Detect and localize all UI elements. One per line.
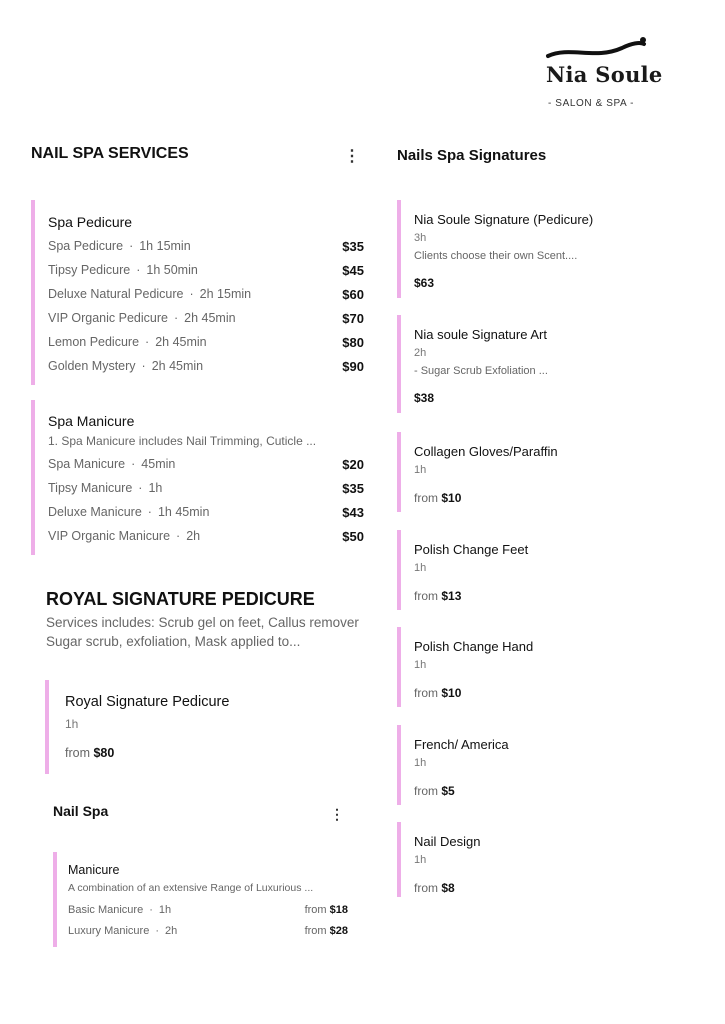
price-value: $28 (329, 925, 348, 937)
service-name: Deluxe Natural Pedicure (48, 287, 184, 301)
price-value: $10 (441, 491, 462, 505)
signature-card[interactable] (397, 432, 687, 512)
service-name: VIP Organic Manicure (48, 529, 171, 543)
more-options-icon[interactable]: ⋮ (344, 148, 360, 165)
service-duration: 2h 45min (184, 311, 236, 325)
signature-card[interactable] (397, 530, 687, 610)
signature-card-duration: 1h (414, 464, 427, 476)
from-label: from (65, 746, 90, 760)
signature-card-duration: 1h (414, 659, 427, 671)
service-row[interactable] (48, 311, 236, 325)
service-price (268, 904, 348, 916)
service-duration: 2h 45min (155, 335, 207, 349)
service-duration: 2h (186, 529, 201, 543)
manicure-title: Manicure (68, 863, 120, 877)
service-row[interactable] (48, 239, 191, 253)
from-label: from (304, 904, 327, 916)
separator-dot: · (155, 925, 159, 937)
signature-card-price (414, 784, 455, 798)
signature-card-duration: 1h (414, 562, 427, 574)
from-label: from (414, 881, 438, 895)
service-row[interactable] (48, 263, 198, 277)
from-label: from (304, 925, 327, 937)
price-value: $38 (414, 391, 435, 405)
service-price: $35 (342, 481, 364, 496)
service-price: $20 (342, 457, 364, 472)
signature-card[interactable] (397, 725, 687, 805)
logo-swoosh-icon (540, 34, 650, 64)
price-value: $80 (93, 746, 115, 760)
service-duration: 1h 50min (146, 263, 198, 277)
price-value: $10 (441, 686, 462, 700)
brand-name: Nia Soule (546, 62, 663, 87)
service-duration: 1h (158, 904, 172, 916)
service-name: Golden Mystery (48, 359, 136, 373)
signature-card-title: Nia soule Signature Art (414, 327, 547, 342)
service-duration: 45min (141, 457, 176, 471)
brand-logo (540, 34, 663, 109)
from-label: from (414, 491, 438, 505)
service-price: $80 (342, 335, 364, 350)
nails-spa-signatures-title: Nails Spa Signatures (397, 147, 547, 164)
signature-card-price (414, 391, 434, 405)
signature-card-title: Collagen Gloves/Paraffin (414, 444, 558, 459)
separator-dot: · (147, 505, 152, 519)
service-duration: 1h 15min (139, 239, 191, 253)
service-row[interactable] (48, 481, 162, 495)
separator-dot: · (138, 481, 143, 495)
service-row[interactable] (48, 457, 175, 471)
signature-card[interactable] (397, 200, 687, 298)
royal-signature-card[interactable] (45, 680, 345, 774)
service-price: $90 (342, 359, 364, 374)
signature-card-title: Polish Change Hand (414, 639, 534, 654)
signature-card-duration: 1h (414, 854, 427, 866)
price-value: $5 (441, 784, 455, 798)
price-value: $13 (441, 589, 462, 603)
service-duration: 1h (148, 481, 163, 495)
royal-card-duration: 1h (65, 717, 79, 731)
spa-manicure-description: 1. Spa Manicure includes Nail Trimming, Cuticle ... (48, 434, 317, 448)
signature-card-duration: 1h (414, 757, 427, 769)
separator-dot: · (129, 239, 134, 253)
separator-dot: · (189, 287, 194, 301)
spa-pedicure-title: Spa Pedicure (48, 214, 133, 230)
service-price: $43 (342, 505, 364, 520)
service-duration: 2h 15min (199, 287, 252, 301)
royal-signature-description: Services includes: Scrub gel on feet, Callus remover Sugar scrub, exfoliation, Mask applied to... (46, 615, 359, 649)
price-value: $18 (329, 904, 348, 916)
service-price: $70 (342, 311, 364, 326)
service-name: VIP Organic Pedicure (48, 311, 168, 325)
price-value: $8 (441, 881, 455, 895)
spa-manicure-title: Spa Manicure (48, 413, 135, 429)
service-name: Basic Manicure (68, 904, 144, 916)
signature-card-description: - Sugar Scrub Exfoliation ... (414, 365, 548, 377)
service-name: Spa Pedicure (48, 239, 124, 253)
royal-card-title: Royal Signature Pedicure (65, 694, 230, 710)
service-row[interactable] (48, 359, 203, 373)
service-name: Spa Manicure (48, 457, 126, 471)
service-duration: 1h 45min (157, 505, 210, 519)
signature-card[interactable] (397, 627, 687, 707)
service-name: Luxury Manicure (68, 925, 150, 937)
signature-card-title: Nail Design (414, 834, 481, 849)
signature-card-description: Clients choose their own Scent.... (414, 250, 578, 262)
service-row[interactable] (68, 904, 171, 916)
nail-spa-title: Nail Spa (53, 803, 109, 819)
service-name: Deluxe Manicure (48, 505, 142, 519)
signature-card-price (414, 686, 461, 700)
service-price: $50 (342, 529, 364, 544)
separator-dot: · (131, 457, 136, 471)
signature-card-price (414, 589, 461, 603)
separator-dot: · (141, 359, 146, 373)
signature-card-title: Nia Soule Signature (Pedicure) (414, 212, 594, 227)
service-name: Lemon Pedicure (48, 335, 140, 349)
royal-card-price (65, 746, 114, 760)
service-price: $60 (342, 287, 364, 302)
nail-spa-services-title: NAIL SPA SERVICES (31, 145, 189, 162)
separator-dot: · (136, 263, 141, 277)
signature-card-duration: 3h (414, 232, 427, 244)
price-value: $63 (414, 276, 435, 290)
separator-dot: · (173, 311, 179, 325)
signature-card-title: French/ America (414, 737, 509, 752)
service-duration: 2h (165, 925, 178, 937)
service-price: $35 (342, 239, 364, 254)
signature-card-title: Polish Change Feet (414, 542, 529, 557)
service-row[interactable] (48, 529, 200, 543)
signature-card[interactable] (397, 315, 687, 413)
signature-card-price (414, 276, 434, 290)
from-label: from (414, 589, 438, 603)
service-row[interactable] (48, 335, 207, 349)
manicure-description: A combination of an extensive Range of Luxurious ... (68, 882, 314, 894)
service-name: Tipsy Manicure (48, 481, 133, 495)
signature-card[interactable] (397, 822, 687, 897)
service-row[interactable] (48, 505, 209, 519)
from-label: from (414, 686, 438, 700)
signature-card-price (414, 881, 455, 895)
brand-subtitle: - SALON & SPA - (548, 98, 635, 109)
signature-card-price (414, 491, 461, 505)
nail-spa-more-icon[interactable]: ⋮ (330, 806, 344, 822)
service-name: Tipsy Pedicure (48, 263, 131, 277)
from-label: from (414, 784, 438, 798)
separator-dot: · (149, 904, 153, 916)
service-price: $45 (342, 263, 364, 278)
royal-signature-title: ROYAL SIGNATURE PEDICURE (46, 589, 315, 609)
signature-card-duration: 2h (414, 347, 427, 359)
service-row[interactable] (68, 925, 177, 937)
separator-dot: · (145, 335, 150, 349)
service-price (268, 925, 348, 937)
separator-dot: · (176, 529, 181, 543)
service-duration: 2h 45min (151, 359, 204, 373)
service-row[interactable] (48, 287, 251, 301)
